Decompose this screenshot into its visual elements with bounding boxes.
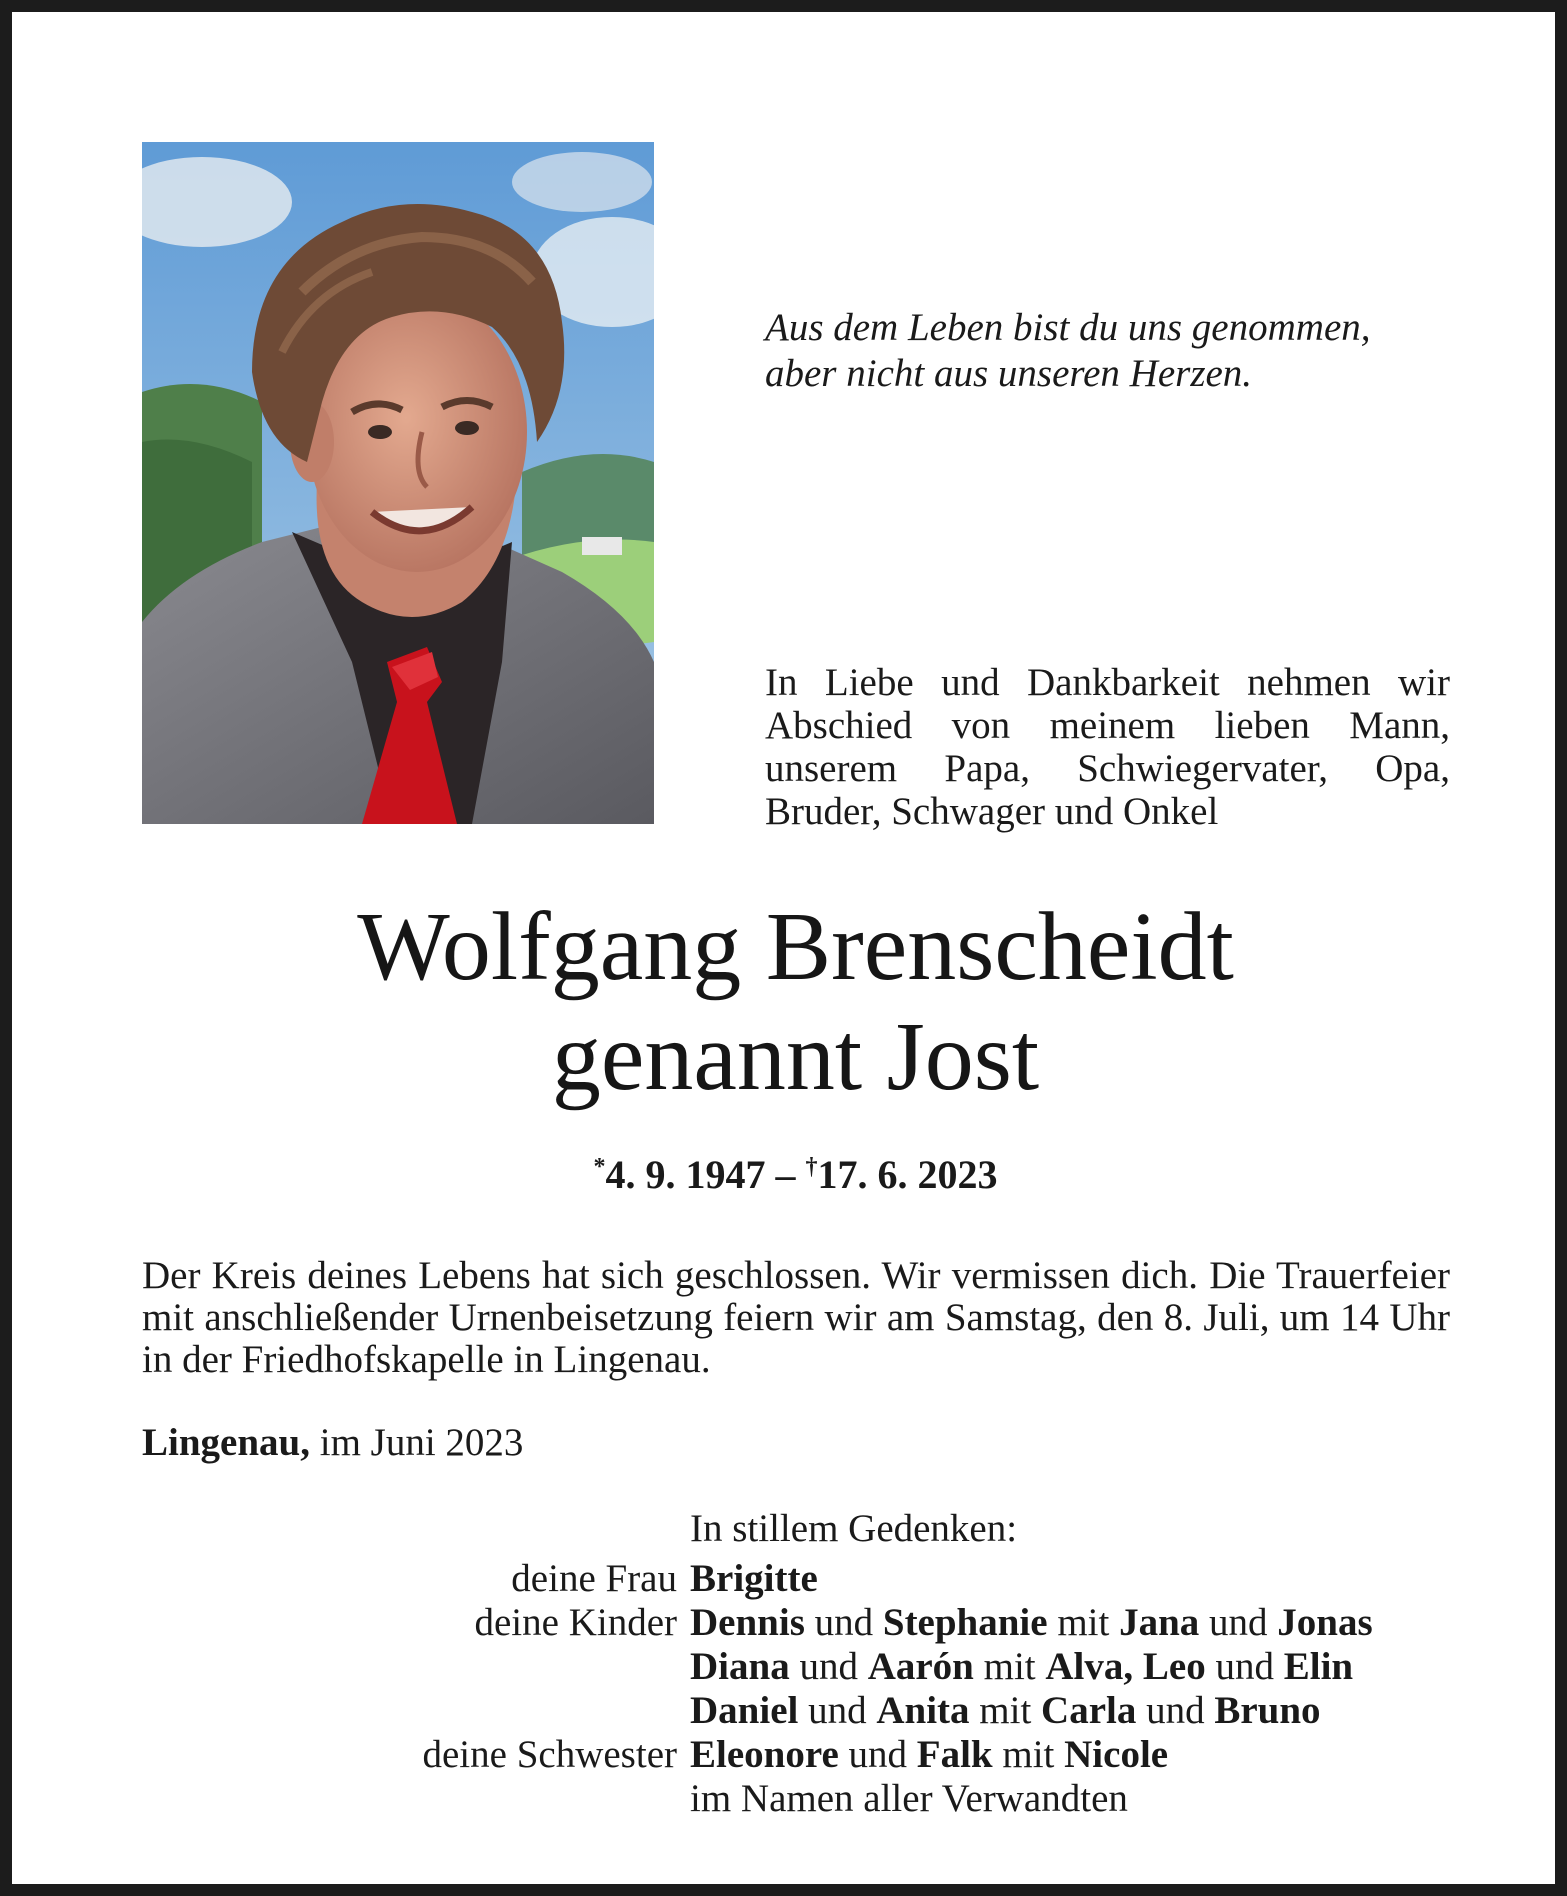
signer-row-wife — [12, 1557, 1567, 1601]
grandchild-name: Jana — [1119, 1601, 1200, 1644]
closing-text: im Namen aller Verwandten — [690, 1777, 1128, 1820]
portrait-image — [142, 142, 654, 824]
partner-name: Aarón — [867, 1645, 974, 1688]
signer-row-sister — [12, 1733, 1567, 1777]
death-date: 17. 6. 2023 — [817, 1152, 998, 1197]
memorial-title: In stillem Gedenken: — [690, 1507, 1018, 1550]
signer-row-children-3 — [12, 1689, 1567, 1733]
place-date — [142, 1420, 523, 1466]
signer-names — [690, 1645, 1353, 1689]
portrait-photo — [142, 142, 654, 824]
child-name: Diana — [690, 1645, 790, 1688]
grandchild-name: Jonas — [1277, 1601, 1373, 1644]
grandchild-name: Carla — [1041, 1689, 1137, 1732]
connector: und — [1205, 1645, 1284, 1688]
connector: und — [789, 1645, 868, 1688]
partner-name: Falk — [916, 1733, 993, 1776]
ceremony-text: Der Kreis deines Lebens hat sich geschlossen. Wir vermissen dich. Die Trauerfeier mit anschließender Urnenbeisetzung feiern wir am Samstag, den 8. Juli, um 14 Uhr in der Friedhofskapelle in Lingenau. — [142, 1254, 1450, 1381]
signer-row-closing — [12, 1777, 1567, 1821]
connector: mit — [969, 1689, 1042, 1732]
connector: und — [838, 1733, 917, 1776]
name-line-2: genannt Jost — [551, 1003, 1040, 1111]
connector: und — [798, 1689, 877, 1732]
quote-line-2: aber nicht aus unseren Herzen. — [765, 352, 1253, 395]
birth-date: 4. 9. 1947 — [605, 1152, 766, 1197]
relation-label: deine Frau — [511, 1557, 677, 1600]
relation-label: deine Schwester — [422, 1733, 677, 1776]
signer-names — [690, 1557, 818, 1601]
name-line-1: Wolfgang Brenscheidt — [357, 893, 1234, 1001]
sister-name: Eleonore — [690, 1733, 839, 1776]
partner-name: Stephanie — [882, 1601, 1048, 1644]
connector: mit — [973, 1645, 1046, 1688]
birth-symbol: * — [593, 1154, 606, 1180]
connector: und — [1199, 1601, 1278, 1644]
signer-names — [690, 1689, 1321, 1733]
quote-line-1: Aus dem Leben bist du uns genommen, — [765, 306, 1371, 349]
date-separator: – — [765, 1152, 806, 1197]
quote — [765, 305, 1465, 397]
connector: mit — [1047, 1601, 1120, 1644]
life-dates — [12, 1142, 1567, 1200]
signers-list — [12, 1557, 1567, 1821]
place-date-text: im Juni 2023 — [309, 1421, 524, 1464]
grandchild-name: Elin — [1283, 1645, 1354, 1688]
wife-name: Brigitte — [690, 1557, 818, 1600]
connector: mit — [992, 1733, 1065, 1776]
deceased-name — [12, 892, 1567, 1112]
signer-names — [690, 1733, 1168, 1777]
place-town: Lingenau, — [142, 1421, 310, 1464]
child-name: Dennis — [690, 1601, 805, 1644]
grandchild-name: Alva, Leo — [1045, 1645, 1206, 1688]
partner-name: Anita — [876, 1689, 970, 1732]
relation-label: deine Kinder — [474, 1601, 677, 1644]
connector: und — [1136, 1689, 1215, 1732]
connector: und — [804, 1601, 883, 1644]
signer-names — [690, 1601, 1373, 1645]
child-name: Daniel — [690, 1689, 799, 1732]
intro-text: In Liebe und Dankbarkeit nehmen wir Abschied von meinem lieben Mann, unserem Papa, Schwiegervater, Opa, Bruder, Schwager und Onkel — [765, 661, 1450, 833]
signer-row-children-1 — [12, 1601, 1567, 1645]
death-symbol: † — [805, 1154, 818, 1180]
signer-row-children-2 — [12, 1645, 1567, 1689]
grandchild-name: Bruno — [1214, 1689, 1321, 1732]
niece-name: Nicole — [1064, 1733, 1169, 1776]
